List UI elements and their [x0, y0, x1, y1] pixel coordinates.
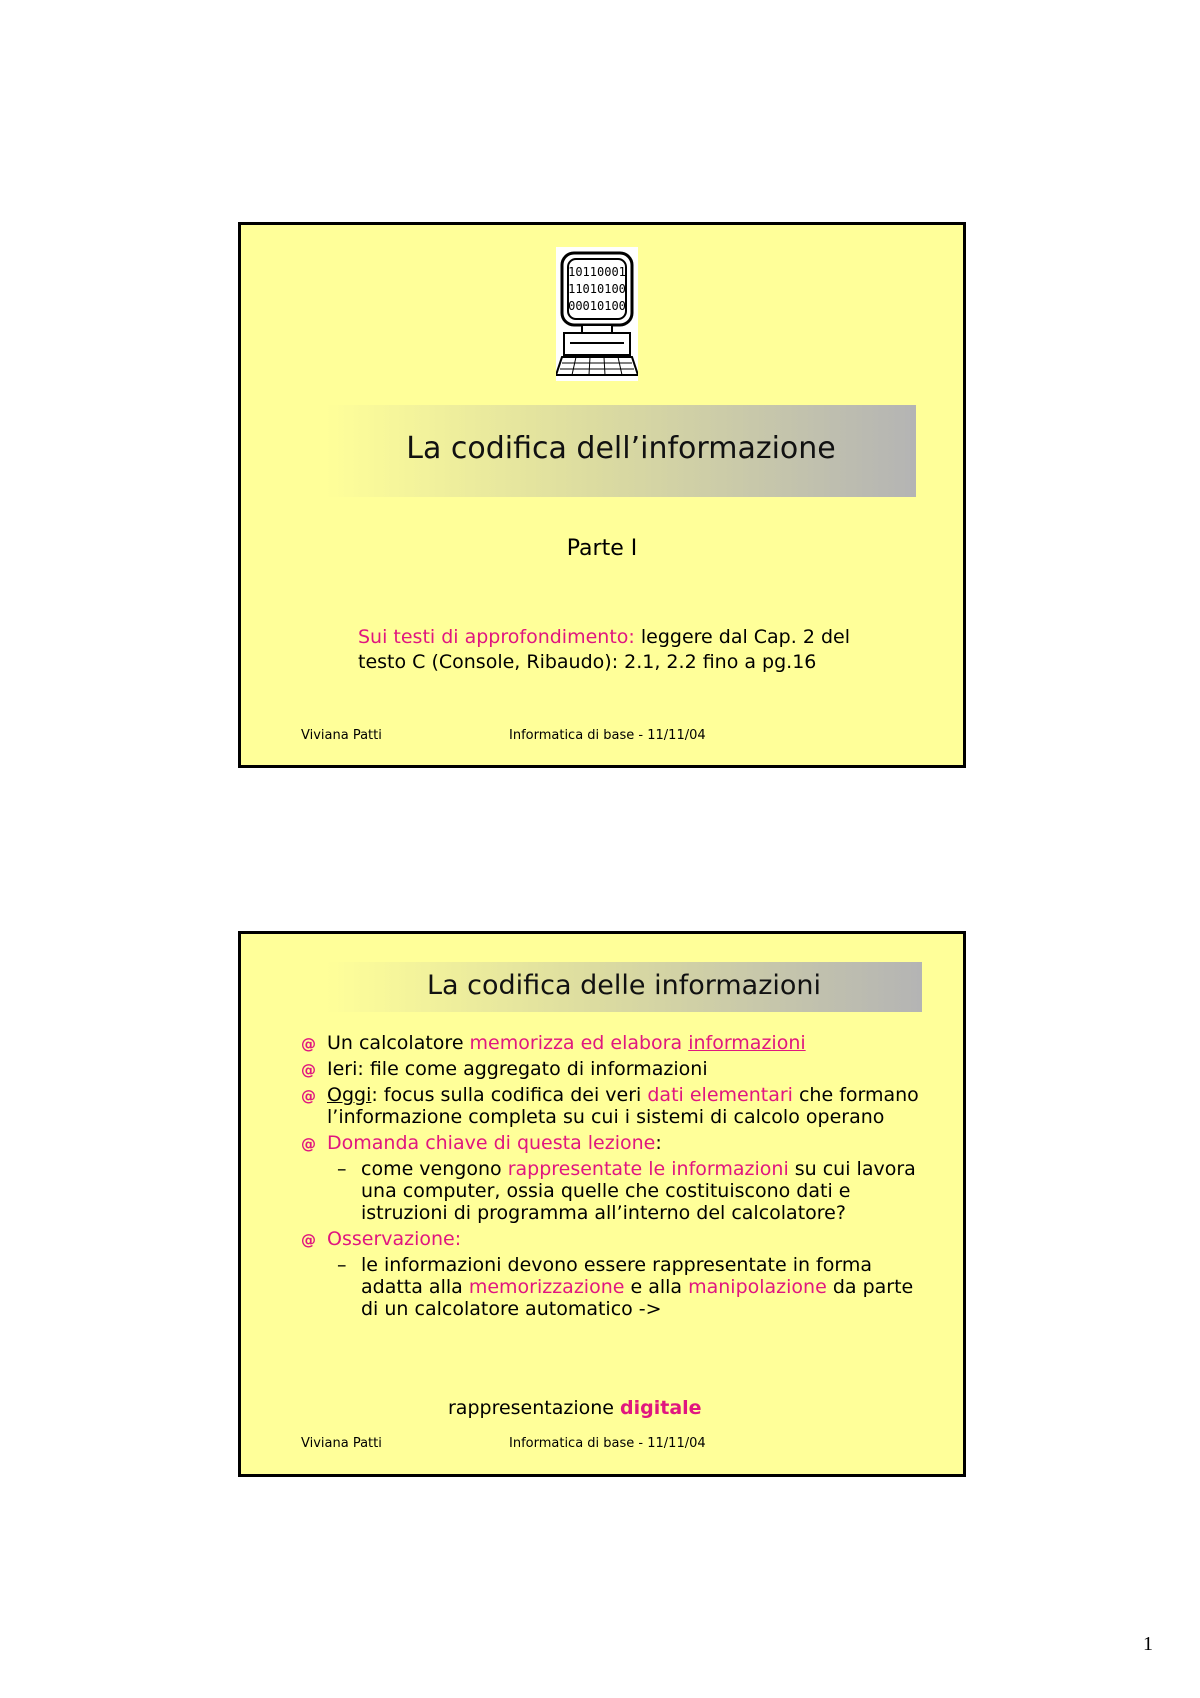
sub-list-item — [301, 1254, 921, 1320]
text: da parte di un calcolatore automatico -> — [361, 1276, 914, 1320]
slide-2 — [238, 931, 966, 1477]
footer-author: Viviana Patti — [301, 728, 382, 743]
slide-1 — [238, 222, 966, 768]
list-item — [301, 1228, 921, 1250]
text: le informazioni devono essere rappresentate in forma adatta alla — [361, 1254, 872, 1298]
text: e alla — [624, 1276, 689, 1298]
title-bar — [326, 962, 922, 1012]
list-item — [301, 1032, 921, 1054]
bullet-icon: @ — [301, 1135, 316, 1153]
bullet-list — [301, 1032, 921, 1324]
footer-course: Informatica di base - 11/11/04 — [509, 728, 706, 743]
list-item — [301, 1132, 921, 1154]
computer-icon — [556, 247, 638, 381]
bullet-icon: @ — [301, 1061, 316, 1079]
highlight: manipolazione — [688, 1276, 827, 1298]
sub-list-item — [301, 1158, 921, 1224]
text: : — [655, 1132, 662, 1154]
list-item — [301, 1058, 921, 1080]
highlight-bold: digitale — [620, 1397, 702, 1419]
text: Un calcolatore — [327, 1032, 470, 1054]
text: su cui lavora una computer, ossia quelle che costituiscono dati e istruzioni di programma all’interno del calcolatore? — [361, 1158, 916, 1224]
refs-text: leggere dal Cap. 2 del testo C (Console, Ribaudo): 2.1, 2.2 fino a pg.16 — [358, 626, 850, 673]
conclusion-line — [448, 1397, 702, 1419]
slide-2-title: La codifica delle informazioni — [426, 970, 822, 1001]
text: che formano l’informazione completa su cui i sistemi di calcolo operano — [327, 1084, 919, 1128]
text: rappresentazione — [448, 1397, 621, 1419]
text: Ieri: file come aggregato di informazioni — [327, 1058, 708, 1080]
bullet-icon: @ — [301, 1231, 316, 1249]
dash: – — [337, 1254, 347, 1276]
bullet-icon: @ — [301, 1035, 316, 1053]
highlight: memorizza ed elabora — [469, 1032, 683, 1054]
footer-author: Viviana Patti — [301, 1436, 382, 1451]
page-number: 1 — [1143, 1633, 1153, 1655]
slide-1-subtitle: Parte I — [566, 536, 638, 561]
highlight: Osservazione: — [327, 1228, 462, 1250]
reading-references — [358, 625, 878, 675]
highlight: dati elementari — [647, 1084, 793, 1106]
highlight: memorizzazione — [468, 1276, 625, 1298]
slide-1-title: La codifica dell’informazione — [406, 431, 836, 466]
highlight: rappresentate le informazioni — [507, 1158, 789, 1180]
highlight-underlined: informazioni — [688, 1032, 806, 1054]
binary-line-3: 00010100 — [568, 299, 626, 313]
binary-line-1: 10110001 — [568, 265, 626, 279]
refs-highlight: Sui testi di approfondimento: — [358, 626, 635, 648]
underlined-text: Oggi — [327, 1084, 372, 1106]
text: : focus sulla codifica dei veri — [371, 1084, 648, 1106]
binary-line-2: 11010100 — [568, 282, 626, 296]
bullet-icon: @ — [301, 1087, 316, 1105]
list-item — [301, 1084, 921, 1128]
text: come vengono — [361, 1158, 508, 1180]
dash: – — [337, 1158, 347, 1180]
title-bar — [326, 405, 916, 497]
footer-course: Informatica di base - 11/11/04 — [509, 1436, 706, 1451]
highlight: Domanda chiave di questa lezione — [327, 1132, 656, 1154]
